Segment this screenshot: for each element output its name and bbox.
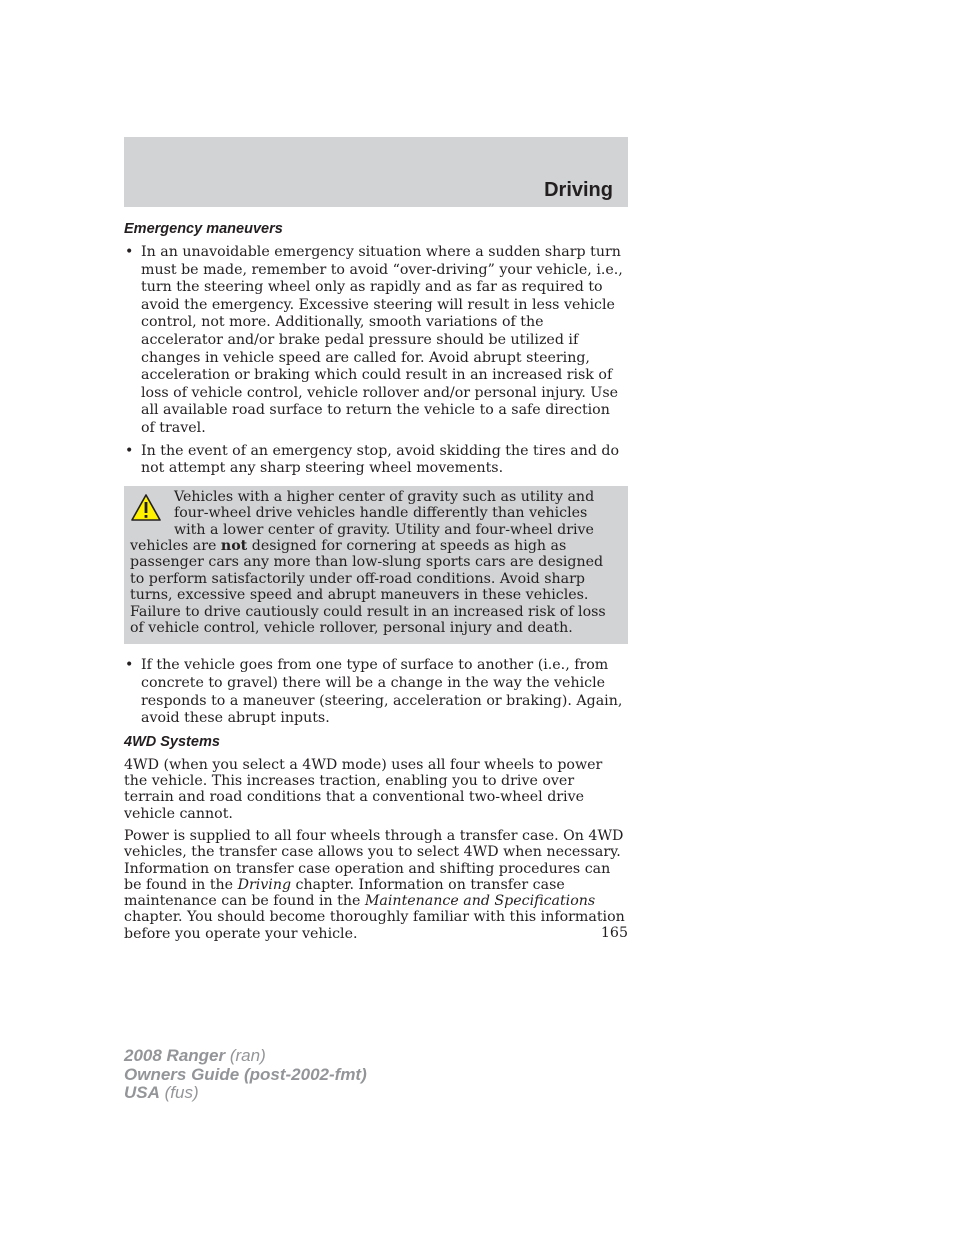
bullet-marker: • [125,244,134,260]
footer-line-model [124,1047,367,1066]
paragraph-text: chapter. Information on transfer case maintenance can be found in the [124,876,565,910]
list-item [124,443,628,478]
list-item-text: If the vehicle goes from one type of surface to another (i.e., from concrete to gravel) there will be a change in the way the vehicle responds to a maneuver (steering, acceleration or braking). Again, avoid these abrupt inputs. [141,657,623,727]
list-item [124,657,628,727]
warning-triangle-icon [130,493,162,523]
list-item-text: In an unavoidable emergency situation where a sudden sharp turn must be made, remember to avoid “over-driving” your vehicle, i.e., turn the steering wheel only as rapidly and as far as required to avoid the emergency. Excessive steering will result in less vehicle control, not more. Additionally, smooth variations of the accelerator and/or brake pedal pressure should be utilized if changes in vehicle speed are called for. Avoid abrupt steering, acceleration or braking which could result in an increased risk of loss of vehicle control, vehicle rollover and/or personal injury. Use all available road surface to return the vehicle to a safe direction of travel. [141,244,623,436]
page-content [124,220,628,948]
emergency-bullet-list [124,244,628,478]
page-number: 165 [600,925,628,941]
footer-line-market [124,1084,367,1103]
surface-bullet-list [124,657,628,727]
warning-text-before: Vehicles with a higher center of gravity such as utility and four-wheel drive vehicles handle differently than vehicles with a lower center of gravity. Utility and four-wheel drive vehicles are [130,488,595,554]
warning-text-after: designed for cornering at speeds as high as passenger cars any more than low-slung sports cars are designed to perform satisfactorily under off-road conditions. Avoid sharp turns, excessive speed and abrupt maneuvers in these vehicles. Failure to drive cautiously could result in an increased risk of loss of vehicle control, vehicle rollover, personal injury and death. [130,537,606,636]
bullet-marker: • [125,442,134,459]
paragraph-4wd-intro: 4WD (when you select a 4WD mode) uses all four wheels to power the vehicle. This increases traction, enabling you to drive over terrain and road conditions that a conventional two-wheel drive vehicle cannot. [124,756,603,822]
document-footer [124,1047,367,1103]
paragraph-text: Power is supplied to all four wheels through a transfer case. On 4WD vehicles, the transfer case allows you to select 4WD when necessary. Information on transfer case operation and shifting procedures can be found in the [124,827,624,893]
paragraph-text: chapter. You should become thoroughly familiar with this information before you operate your vehicle. [124,909,625,942]
warning-box [124,486,628,645]
footer-market-code: (fus) [159,1083,199,1102]
footer-model-code: (ran) [225,1046,266,1065]
footer-market: USA [124,1083,160,1102]
list-item [124,244,628,438]
footer-model: 2008 Ranger [124,1046,226,1065]
chapter-reference-driving: Driving [237,876,292,893]
chapter-title: Driving [544,179,613,201]
section-heading-emergency-maneuvers: Emergency maneuvers [124,221,283,237]
chapter-header-band [124,137,628,207]
footer-line-guide [124,1066,367,1085]
list-item-text: In the event of an emergency stop, avoid skidding the tires and do not attempt any sharp steering wheel movements. [141,442,620,477]
warning-emphasis: not [220,537,248,554]
bullet-marker: • [125,657,134,674]
section-heading-4wd-systems: 4WD Systems [124,733,220,750]
footer-guide-type: Owners Guide (post-2002-fmt) [124,1064,367,1084]
chapter-reference-maintenance: Maintenance and Specifications [364,893,596,910]
